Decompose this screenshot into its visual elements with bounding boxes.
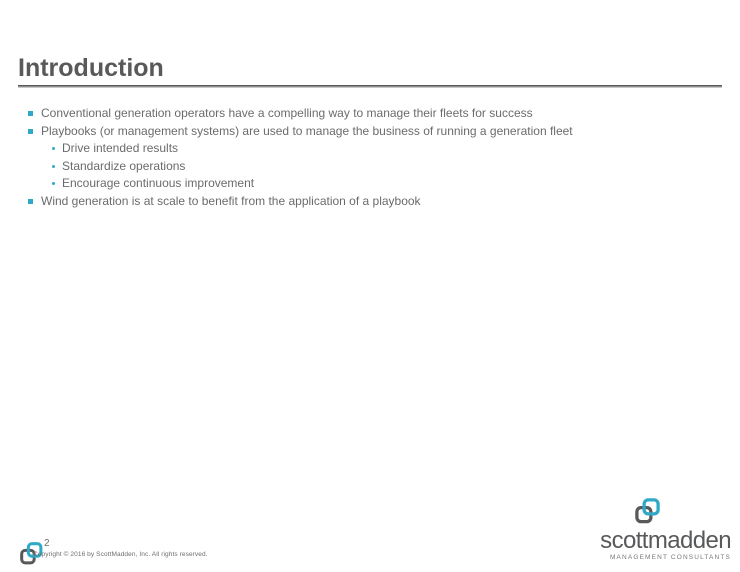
sub-bullet-dot-icon <box>52 165 55 168</box>
title-underline <box>18 85 722 88</box>
bullet-square-icon <box>28 129 33 134</box>
scottmadden-wordmark: scottmadden <box>600 527 731 554</box>
bullet-square-icon <box>28 111 33 116</box>
slide-title: Introduction <box>18 54 164 82</box>
bullet-square-icon <box>28 199 33 204</box>
brand-logo <box>600 497 731 561</box>
page-number: 2 <box>44 538 50 549</box>
bullet-list <box>0 105 740 210</box>
sub-bullet-dot-icon <box>52 147 55 150</box>
bullet-text: Encourage continuous improvement <box>62 176 255 190</box>
scottmadden-tagline: MANAGEMENT CONSULTANTS <box>609 554 731 561</box>
bullet-text: Conventional generation operators have a compelling way to manage their fleets for success <box>41 106 533 120</box>
bullet-item <box>0 105 740 123</box>
bullet-text: Standardize operations <box>62 158 186 173</box>
bullet-item <box>0 123 740 141</box>
bullet-item <box>0 140 740 158</box>
scottmadden-mark-icon <box>634 497 661 530</box>
bullet-text: Wind generation is at scale to benefit from the application of a playbook <box>41 193 421 208</box>
copyright-text: Copyright © 2016 by ScottMadden, Inc. All rights reserved. <box>33 551 208 558</box>
bullet-item <box>0 193 740 211</box>
bullet-item <box>0 158 740 176</box>
sub-bullet-dot-icon <box>52 182 55 185</box>
bullet-item <box>0 175 740 193</box>
bullet-text: Playbooks (or management systems) are used to manage the business of running a generation fleet <box>41 123 573 138</box>
bullet-text: Drive intended results <box>62 141 179 155</box>
